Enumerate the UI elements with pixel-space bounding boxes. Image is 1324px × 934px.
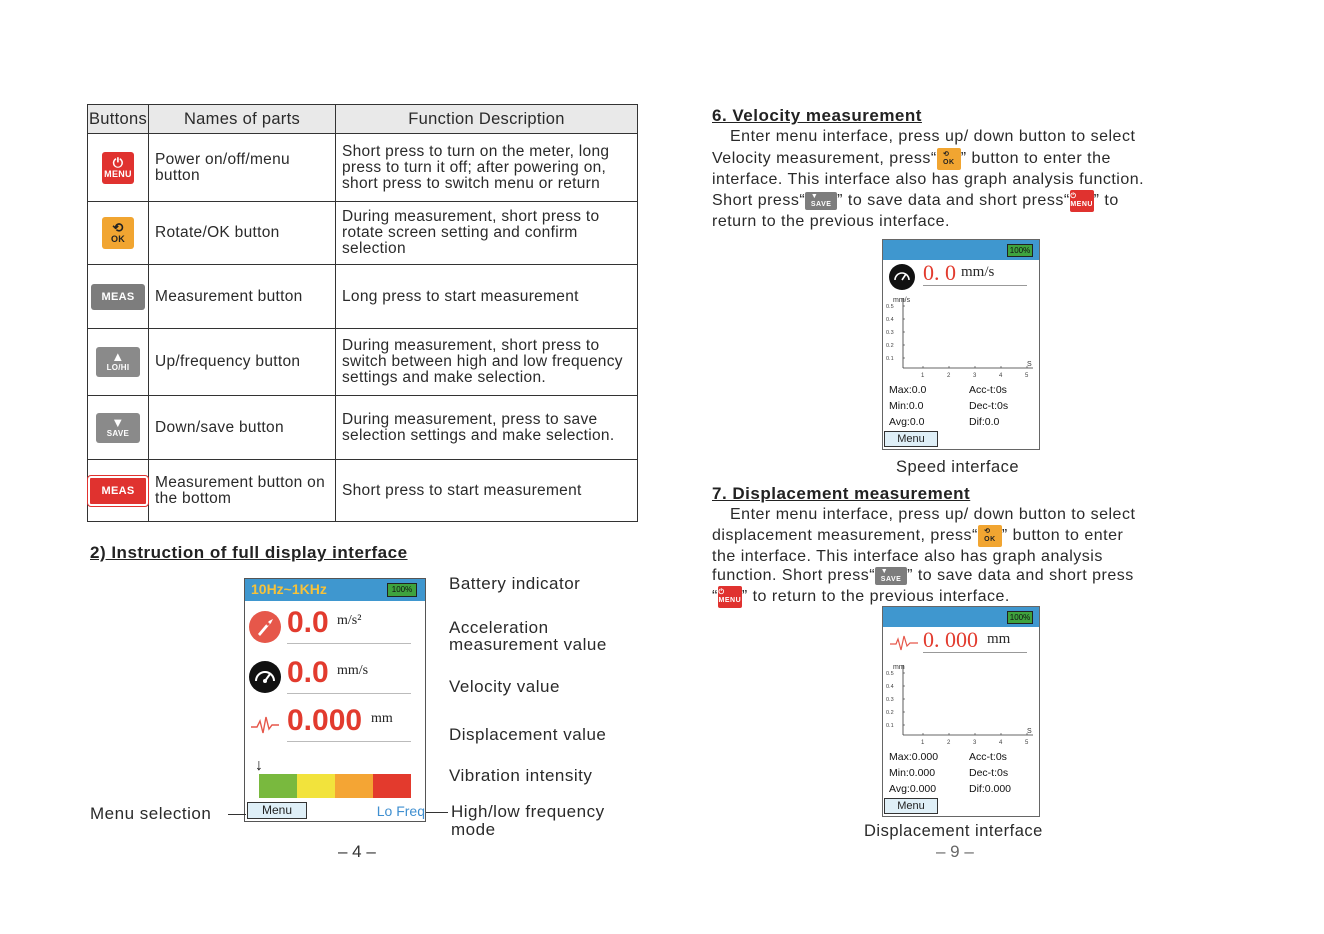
stat-dec: Dec-t:0s (969, 400, 1009, 412)
velocity-unit: mm/s (337, 663, 369, 678)
battery-icon: 100% (1007, 244, 1033, 257)
speedometer-icon (249, 661, 281, 693)
y-axis-unit: mm/s (893, 297, 911, 304)
acceleration-unit: m/s² (337, 613, 362, 628)
displacement-interface-screen (882, 606, 1040, 817)
label-acceleration: Acceleration (449, 618, 549, 637)
acceleration-row (249, 605, 419, 645)
table-row (88, 460, 638, 522)
part-name: Rotate/OK button (149, 202, 336, 265)
y-axis-unit: mm (893, 664, 905, 671)
label-menu-selection: Menu selection (90, 804, 212, 823)
table-row (88, 265, 638, 329)
x-tick-label: 5 (1025, 373, 1029, 378)
part-description: During measurement, press to save selection settings and make selection. (336, 396, 638, 460)
y-tick-label: 0.4 (886, 317, 894, 323)
displacement-graph (883, 659, 1039, 745)
label-intensity: Vibration intensity (449, 766, 593, 785)
velocity-value: 0. 0 (923, 260, 956, 285)
intensity-level-4 (373, 774, 411, 798)
y-tick-label: 0.1 (886, 723, 894, 729)
table-row (88, 202, 638, 265)
displacement-value: 0.000 (287, 704, 363, 737)
waveform-icon (889, 631, 919, 655)
page-number-left: – 4 – (338, 842, 376, 861)
menu-button[interactable]: Menu (884, 431, 938, 447)
speed-interface-caption: Speed interface (896, 458, 1020, 476)
label-battery: Battery indicator (449, 574, 581, 593)
label-velocity: Velocity value (449, 677, 560, 696)
leader-line-freq (426, 812, 448, 813)
part-name: Power on/off/menu button (149, 134, 336, 202)
vibration-intensity-bar (259, 774, 411, 798)
x-tick-label: 4 (999, 740, 1003, 745)
table-header-row (88, 105, 638, 134)
stat-acc: Acc-t:0s (969, 751, 1007, 763)
waveform-icon (249, 709, 281, 741)
x-tick-label: 2 (947, 373, 951, 378)
meas-icon: MEAS (91, 284, 145, 310)
frequency-mode-label: Lo Freq (376, 803, 425, 819)
speedometer-icon (889, 264, 915, 290)
battery-icon: 100% (387, 583, 417, 597)
part-description: Short press to start measurement (336, 460, 638, 522)
header-buttons: Buttons (88, 105, 149, 134)
displacement-value: 0. 000 (923, 627, 978, 652)
stat-max: Max:0.0 (889, 384, 927, 396)
intensity-arrow-icon: ↓ (255, 757, 263, 774)
screen-status-bar (245, 579, 425, 601)
speed-interface-screen (882, 239, 1040, 450)
label-freq-mode: High/low frequency (451, 802, 605, 821)
stat-dec: Dec-t:0s (969, 767, 1009, 779)
page-number-right: – 9 – (936, 842, 974, 861)
intensity-level-2 (297, 774, 335, 798)
leader-line-menu (228, 814, 246, 815)
power-menu-icon: ⏻ MENU (102, 152, 134, 184)
down-save-icon: ▼ SAVE (96, 413, 140, 443)
stat-max: Max:0.000 (889, 751, 939, 763)
velocity-paragraph: Enter menu interface, press up/ down button to select Velocity measurement, press“ ⟲ OK ” button to enter the interface. This interface also has graph analysis function. Short press“ ▼ SAVE ” to save data and short press“⏻ MENU” to return to the previous interface. (712, 128, 1145, 230)
table-row (88, 396, 638, 460)
y-tick-label: 0.1 (886, 356, 894, 362)
x-axis-unit: S (1027, 728, 1032, 735)
part-description: During measurement, short press to rotate screen setting and confirm selection (336, 202, 638, 265)
displacement-row (249, 703, 419, 743)
displacement-paragraph: Enter menu interface, press up/ down button to select displacement measurement, press“ ⟲ OK ” button to enter the interface. This interface also has graph analysis function. Short press“ ▼ SAVE ” to save data and short press “⏻ MENU” to return to the previous interface. (712, 505, 1192, 608)
displacement-section-title: 7. Displacement measurement (712, 484, 971, 503)
rotate-ok-icon: ⟲ OK (937, 148, 961, 170)
y-tick-label: 0.4 (886, 684, 894, 690)
rotate-ok-icon: ⟲ OK (102, 217, 134, 249)
section-title-display: 2) Instruction of full display interface (90, 543, 408, 562)
velocity-section-title: 6. Velocity measurement (712, 106, 922, 125)
header-names: Names of parts (149, 105, 336, 134)
acceleration-value: 0.0 (287, 606, 329, 639)
rotate-ok-icon: ⟲ OK (978, 525, 1002, 547)
x-tick-label: 4 (999, 373, 1003, 378)
button-parts-table (87, 104, 638, 522)
stat-acc: Acc-t:0s (969, 384, 1007, 396)
table-row (88, 134, 638, 202)
table-row (88, 329, 638, 396)
part-description: Long press to start measurement (336, 265, 638, 329)
velocity-unit: mm/s (961, 264, 995, 280)
intensity-level-3 (335, 774, 373, 798)
y-tick-label: 0.2 (886, 710, 894, 716)
stat-dif: Dif:0.000 (969, 783, 1012, 795)
bottom-meas-icon: MEAS (88, 476, 148, 506)
label-freq-mode-2: mode (451, 820, 496, 839)
part-name: Up/frequency button (149, 329, 336, 396)
part-name: Down/save button (149, 396, 336, 460)
label-displacement: Displacement value (449, 725, 607, 744)
y-tick-label: 0.3 (886, 330, 894, 336)
part-description: Short press to turn on the meter, long press to turn it off; after powering on, short press to switch menu or return (336, 134, 638, 202)
intensity-level-1 (259, 774, 297, 798)
x-tick-label: 2 (947, 740, 951, 745)
stat-min: Min:0.000 (889, 767, 936, 779)
x-tick-label: 3 (973, 740, 977, 745)
x-tick-label: 1 (921, 740, 925, 745)
velocity-value: 0.0 (287, 656, 329, 689)
stat-min: Min:0.0 (889, 400, 924, 412)
menu-button[interactable]: Menu (884, 798, 938, 814)
y-tick-label: 0.5 (886, 304, 894, 310)
displacement-unit: mm (371, 711, 393, 726)
up-lohi-icon: ▲ LO/HI (96, 347, 140, 377)
label-acceleration-2: measurement value (449, 635, 607, 654)
x-tick-label: 3 (973, 373, 977, 378)
x-axis-unit: S (1027, 361, 1032, 368)
part-description: During measurement, short press to switch between high and low frequency settings and make selection. (336, 329, 638, 396)
y-tick-label: 0.2 (886, 343, 894, 349)
x-tick-label: 1 (921, 373, 925, 378)
y-tick-label: 0.5 (886, 671, 894, 677)
velocity-graph (883, 292, 1039, 378)
x-tick-label: 5 (1025, 740, 1029, 745)
displacement-interface-caption: Displacement interface (864, 822, 1043, 840)
part-name: Measurement button on the bottom (149, 460, 336, 522)
stat-dif: Dif:0.0 (969, 416, 1000, 428)
displacement-unit: mm (987, 631, 1011, 647)
menu-button[interactable]: Menu (247, 802, 307, 819)
down-save-icon: ▼ SAVE (805, 192, 837, 210)
full-display-screen (244, 578, 426, 822)
power-menu-icon: ⏻ MENU (1070, 190, 1094, 212)
stat-avg: Avg:0.000 (889, 783, 937, 795)
header-function: Function Description (336, 105, 638, 134)
part-name: Measurement button (149, 265, 336, 329)
down-save-icon: ▼ SAVE (875, 567, 907, 585)
power-menu-icon: ⏻ MENU (718, 586, 742, 608)
rocket-icon (249, 611, 281, 643)
velocity-row (249, 655, 419, 695)
frequency-range: 10Hz~1KHz (251, 581, 327, 597)
stat-avg: Avg:0.0 (889, 416, 925, 428)
y-tick-label: 0.3 (886, 697, 894, 703)
battery-icon: 100% (1007, 611, 1033, 624)
